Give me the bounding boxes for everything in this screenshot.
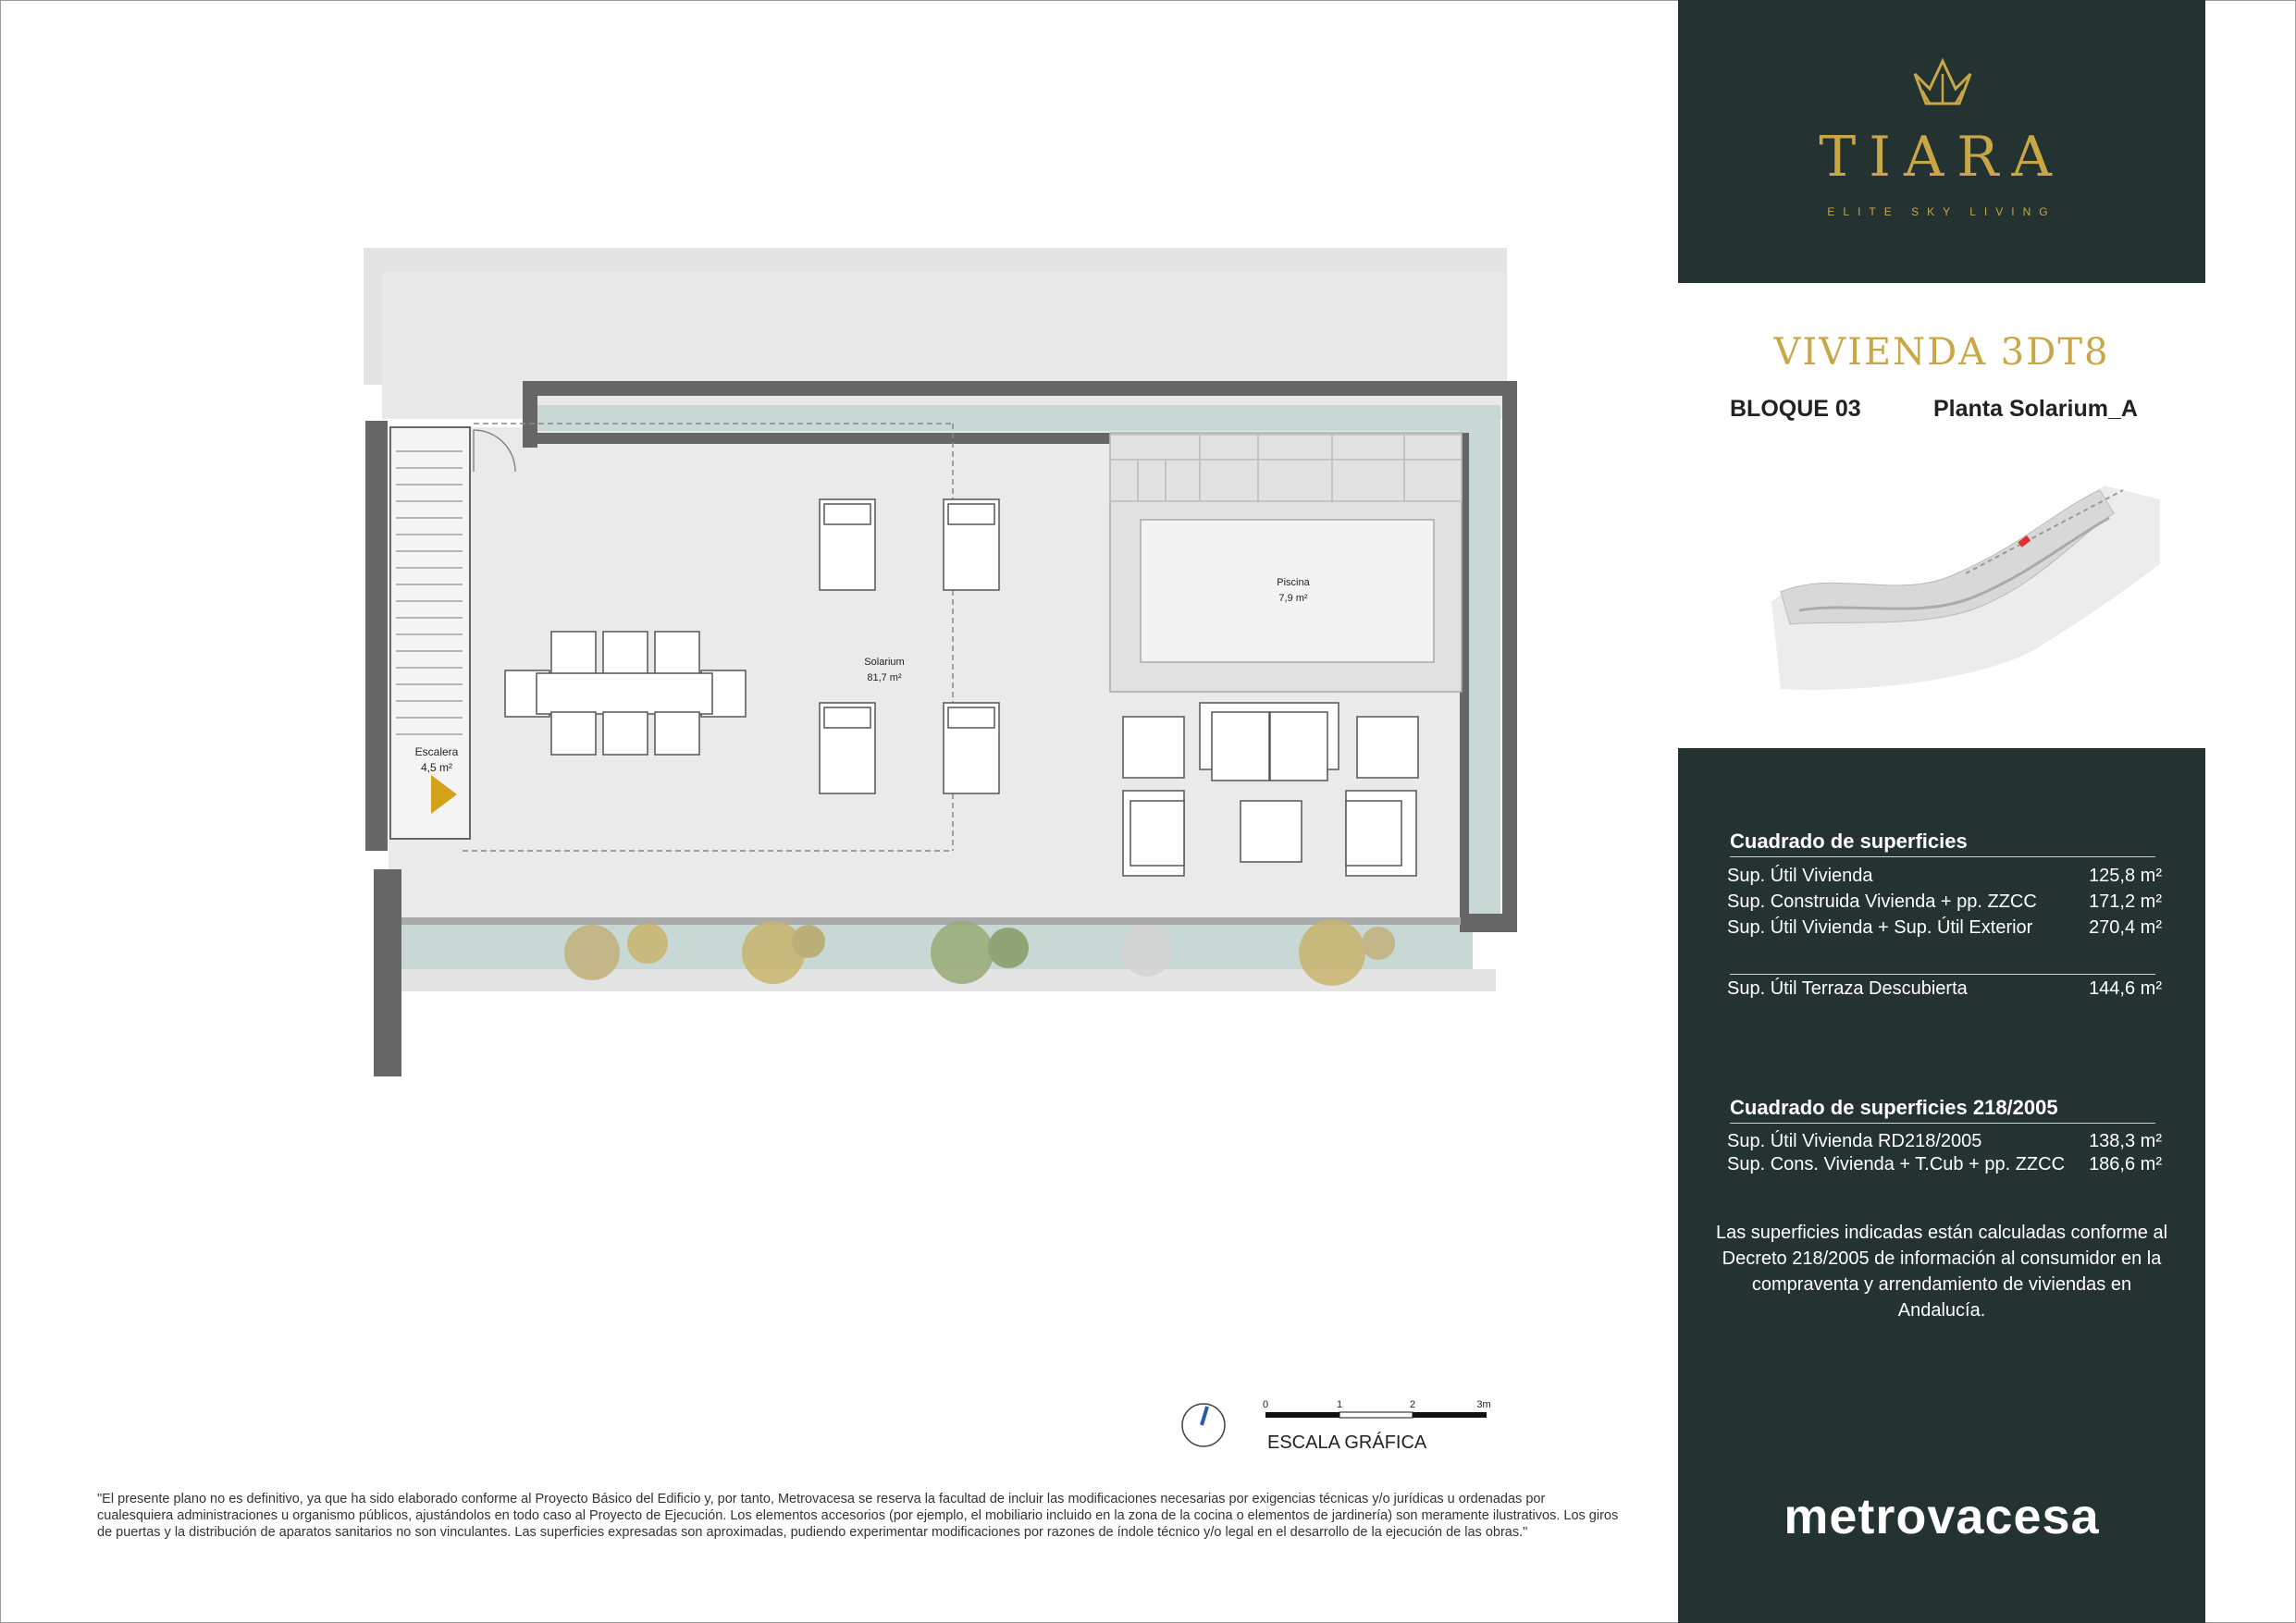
escalera-area: 4,5 m² bbox=[420, 761, 453, 774]
solarium-area: 81,7 m² bbox=[867, 672, 902, 683]
wall-top bbox=[523, 381, 1517, 396]
scale-tick: 3m bbox=[1476, 1399, 1491, 1410]
surfaces-title: Cuadrado de superficies bbox=[1730, 830, 2155, 857]
planter-top bbox=[537, 405, 1477, 431]
decree-note: Las superficies indicadas están calculadas conforme al Decreto 218/2005 de información al consumidor en la compraventa y arrendamiento de viviendas en Andalucía. bbox=[1715, 1223, 2168, 1321]
brand-panel bbox=[1678, 0, 2205, 283]
separator bbox=[1730, 974, 2155, 975]
stair bbox=[390, 427, 470, 839]
north-arrow-icon bbox=[1179, 1401, 1228, 1449]
floor-plan bbox=[0, 0, 1665, 1110]
metrovacesa-logo: metrovacesa bbox=[1784, 1489, 2100, 1544]
surfaces-panel: Cuadrado de superficies Sup. Útil Vivienda 125,8 m² Sup. Construida Vivienda + pp. ZZCC 171,2 m² Sup. Útil Vivienda + Sup. Útil Exterior 270,4 m² Sup. Útil Terraza Descubierta 144,6 m² Cuadrado de superficies 218/2005 Sup. Útil Vivienda RD218/2005 138,3 m² Sup. Cons. Vivienda + T.Cub + pp. ZZCC 186,6 m² Las superficies indicadas están calculadas conforme al Decreto 218/2005 de información al consumidor en la compraventa y arrendamiento de viviendas en Andalucía. metrovacesa bbox=[1678, 748, 2205, 1623]
brand-name: TIARA bbox=[1819, 125, 2065, 190]
location-key-plan bbox=[1753, 462, 2169, 707]
surfaces-title-218: Cuadrado de superficies 218/2005 bbox=[1730, 1096, 2155, 1124]
wall-left bbox=[365, 421, 388, 851]
planta-label: Planta Solarium_A bbox=[1933, 396, 2138, 422]
solarium-label: Solarium bbox=[864, 657, 905, 668]
scale-label: ESCALA GRÁFICA bbox=[1267, 1432, 1427, 1453]
piscina-area: 7,9 m² bbox=[1278, 593, 1308, 604]
escalera-label: Escalera bbox=[414, 745, 459, 758]
legal-disclaimer: "El presente plano no es definitivo, ya que ha sido elaborado conforme al Proyecto Básico del Edificio y, por tanto, Metrovacesa se reserva la facultad de incluir las modificaciones necesarias por exigencias técnicas y/o jurídicas u ordenadas por cualesquiera administraciones u organismo públicos, ajustándolos en todo caso al Proyecto de Ejecución. Los elementos accesorios (por ejemplo, el mobiliario incluido en la zona de la cocina o elementos de jardinería) son meramente ilustrativos. Los giros de puertas y la distribución de aparatos sanitarios no son vinculantes. Las superficies expresadas son aproximadas, pudiendo experimentar modificaciones por razones de índole técnico y/o legal en el desarrollo de la ejecución de las obras." bbox=[97, 1492, 1619, 1540]
piscina-label: Piscina bbox=[1277, 577, 1310, 588]
scale-tick: 2 bbox=[1409, 1399, 1416, 1410]
crown-icon bbox=[1909, 55, 1976, 113]
bloque-label: BLOQUE 03 bbox=[1730, 396, 1861, 422]
scale-tick: 0 bbox=[1262, 1399, 1269, 1410]
wall-right bbox=[1502, 381, 1517, 932]
unit-title: VIVIENDA 3DT8 bbox=[1773, 331, 2110, 374]
graphic-scale bbox=[1258, 1396, 1499, 1424]
brand-tagline: ELITE SKY LIVING bbox=[1827, 205, 2056, 218]
pool bbox=[1141, 520, 1434, 662]
scale-tick: 1 bbox=[1336, 1399, 1343, 1410]
